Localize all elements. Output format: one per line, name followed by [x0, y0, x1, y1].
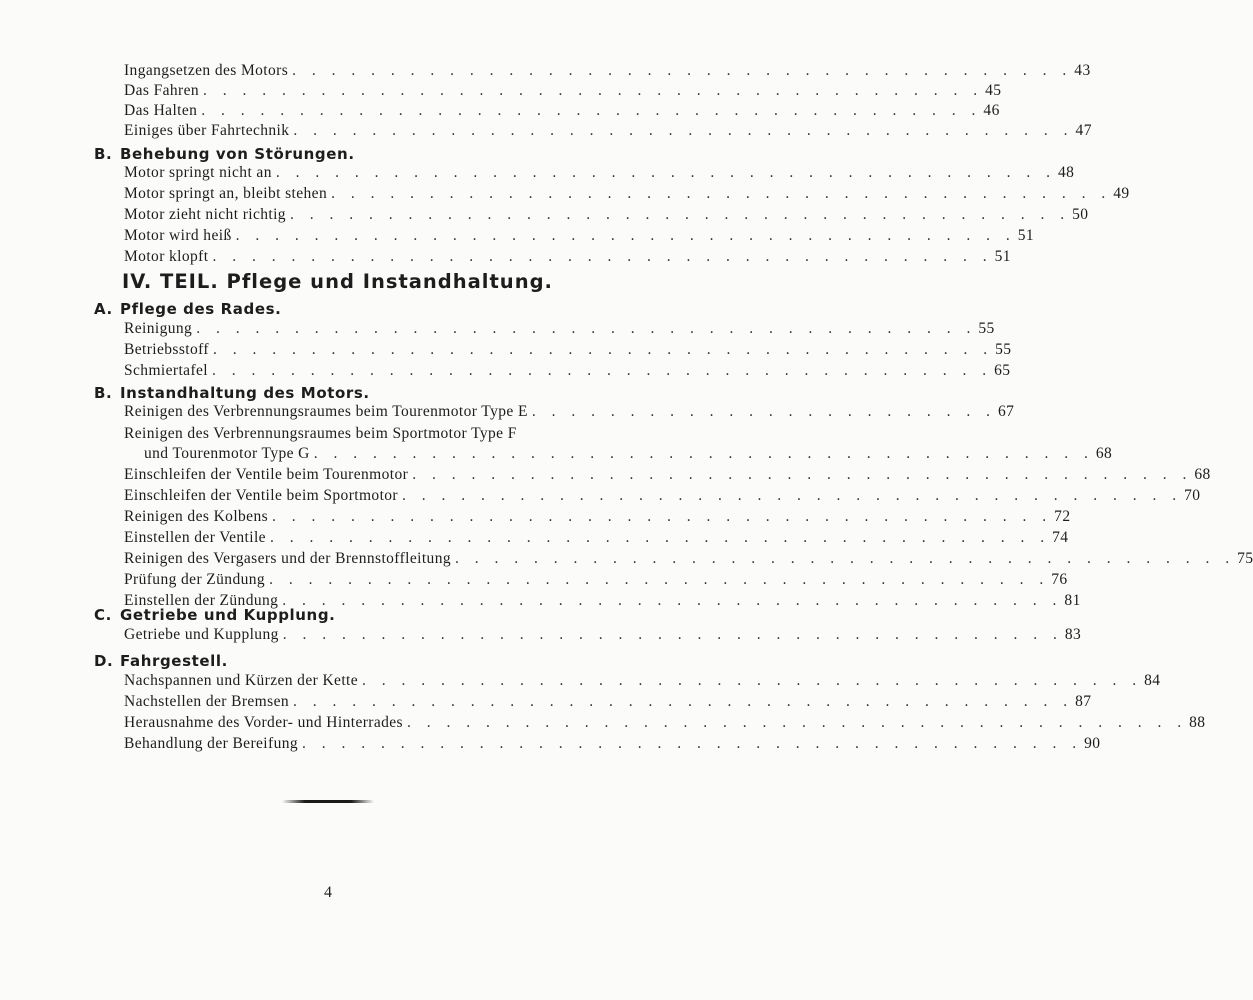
toc-entry-page: 55 — [978, 320, 995, 337]
toc-entry-page: 45 — [985, 82, 1002, 99]
section-title: Behebung von Störungen. — [120, 145, 355, 163]
toc-entry — [124, 82, 1002, 102]
toc-entry-page: 65 — [994, 362, 1011, 379]
toc-entry-text: Motor wird heiß — [124, 227, 232, 244]
toc-entry-text: Das Fahren — [124, 82, 200, 99]
leader-dots: . . . . . . . . . . . . . . . . . . . . . . . . . . . . . . . . . . . . . . . . — [289, 206, 1071, 223]
toc-entry — [124, 227, 1035, 247]
toc-entry-page: 81 — [1064, 592, 1081, 609]
toc-entry-page: 67 — [997, 403, 1015, 420]
toc-entry-page: 87 — [1075, 693, 1092, 710]
section-letter: B. — [94, 384, 113, 402]
toc-entry-page: 68 — [1095, 445, 1113, 462]
leader-dots: . . . . . . . . . . . . . . . . . . . . . . . . . . . . . . . . . . . . . . . . — [213, 341, 994, 358]
toc-entry — [124, 248, 1011, 268]
leader-dots: . . . . . . . . . . . . . . . . . . . . . . . . . . . . . . . . . . . . . . . . — [196, 320, 977, 337]
leader-dots: . . . . . . . . . . . . . . . . . . . . . . . . — [531, 403, 996, 420]
toc-entry-text: Einschleifen der Ventile beim Sportmotor — [124, 487, 398, 504]
toc-entry-page: 48 — [1057, 164, 1075, 181]
leader-dots: . . . . . . . . . . . . . . . . . . . . . . . . . . . . . . . . . . . . . . . . — [293, 693, 1074, 710]
section-heading — [94, 606, 335, 628]
toc-entry — [124, 403, 1015, 423]
toc-entry — [124, 102, 1000, 122]
toc-entry-page: 51 — [1017, 227, 1035, 244]
toc-entry — [124, 122, 1092, 142]
toc-entry-page: 55 — [995, 341, 1012, 358]
toc-entry — [124, 672, 1161, 692]
leader-dots: . . . . . . . . . . . . . . . . . . . . . . . . . . . . . . . . . . . . . . . . — [272, 508, 1053, 525]
decorative-rule — [282, 800, 374, 803]
section-title: Pflege des Rades. — [120, 300, 282, 318]
toc-entry-text: Reinigen des Verbrennungsraumes beim Sportmotor Type F — [124, 425, 517, 442]
section-letter: B. — [94, 145, 113, 163]
toc-entry-text: Das Halten — [124, 102, 198, 119]
toc-entry-text: Behandlung der Bereifung — [124, 735, 299, 752]
toc-entry-page: 84 — [1144, 672, 1161, 689]
toc-entry-text: Motor zieht nicht richtig — [124, 206, 286, 223]
leader-dots: . . . . . . . . . . . . . . . . . . . . . . . . . . . . . . . . . . . . . . . . — [203, 82, 984, 99]
leader-dots: . . . . . . . . . . . . . . . . . . . . . . . . . . . . . . . . . . . . . . . . — [201, 102, 982, 119]
toc-entry-text: Prüfung der Zündung — [124, 571, 266, 588]
leader-dots: . . . . . . . . . . . . . . . . . . . . . . . . . . . . . . . . . . . . . . . . — [455, 550, 1236, 567]
toc-entry — [124, 206, 1089, 226]
toc-entry — [124, 164, 1075, 184]
toc-entry-page: 70 — [1184, 487, 1201, 504]
toc-entry — [124, 466, 1211, 486]
toc-entry-text: Herausnahme des Vorder- und Hinterrades — [124, 714, 403, 731]
leader-dots: . . . . . . . . . . . . . . . . . . . . . . . . . . . . . . . . . . . . . . . . — [212, 362, 993, 379]
leader-dots: . . . . . . . . . . . . . . . . . . . . . . . . . . . . . . . . . . . . . . . . — [293, 122, 1074, 139]
section-heading — [94, 652, 228, 674]
toc-entry — [124, 529, 1069, 549]
toc-entry-page: 47 — [1075, 122, 1092, 139]
leader-dots: . . . . . . . . . . . . . . . . . . . . . . . . . . . . . . . . . . . . . . . . — [269, 529, 1051, 546]
leader-dots: . . . . . . . . . . . . . . . . . . . . . . . . . . . . . . . . . . . . . . . . — [313, 445, 1094, 462]
toc-entry — [124, 735, 1101, 755]
section-heading — [94, 300, 281, 322]
toc-entry-page: 74 — [1052, 529, 1069, 546]
toc-entry-text: Reinigung — [124, 320, 193, 337]
toc-entry-page: 68 — [1194, 466, 1211, 483]
toc-entry-page: 50 — [1072, 206, 1089, 223]
leader-dots: . . . . . . . . . . . . . . . . . . . . . . . . . . . . . . . . . . . . . . . . — [275, 164, 1056, 181]
toc-entry-text: Getriebe und Kupplung — [124, 626, 279, 643]
leader-dots: . . . . . . . . . . . . . . . . . . . . . . . . . . . . . . . . . . . . . . . . — [235, 227, 1016, 244]
toc-entry — [124, 425, 570, 445]
toc-entry-text: und Tourenmotor Type G — [144, 445, 310, 462]
toc-entry — [124, 320, 995, 340]
section-letter: C. — [94, 606, 112, 624]
leader-dots: . . . . . . . . . . . . . . . . . . . . . . . . . . . . . . . . . . . . . . . . — [292, 62, 1073, 79]
leader-dots: . . . . . . . . . . . . . . . . . . . . . . . . . . . . . . . . . . . . . . . . — [407, 714, 1188, 731]
toc-entry-text: Reinigen des Vergasers und der Brennstoffleitung — [124, 550, 451, 567]
leader-dots: . . . . . . . . . . . . . . . . . . . . . . . . . . . . . . . . . . . . . . . . — [412, 466, 1193, 483]
toc-entry-page: 75 — [1237, 550, 1253, 567]
toc-entry-text: Nachspannen und Kürzen der Kette — [124, 672, 359, 689]
section-letter: A. — [94, 300, 113, 318]
toc-entry-text: Reinigen des Verbrennungsraumes beim Tourenmotor Type E — [124, 403, 528, 420]
toc-entry — [124, 550, 1253, 570]
section-title: Fahrgestell. — [120, 652, 228, 670]
toc-entry — [124, 508, 1071, 528]
toc-entry — [124, 693, 1092, 713]
toc-entry-text: Einstellen der Zündung — [124, 592, 279, 609]
section-title: Getriebe und Kupplung. — [120, 606, 336, 624]
toc-entry — [124, 487, 1201, 507]
toc-entry-text: Motor springt an, bleibt stehen — [124, 185, 328, 202]
toc-entry — [124, 341, 1012, 361]
toc-entry — [124, 185, 1130, 205]
toc-entry-page: 46 — [983, 102, 1000, 119]
toc-entry — [124, 714, 1206, 734]
toc-entry-page: 43 — [1074, 62, 1091, 79]
section-title: Instandhaltung des Motors. — [120, 384, 370, 402]
toc-entry-text: Nachstellen der Bremsen — [124, 693, 290, 710]
toc-entry — [144, 445, 1113, 465]
toc-entry — [124, 571, 1068, 591]
toc-entry-text: Einschleifen der Ventile beim Tourenmotor — [124, 466, 409, 483]
toc-entry-text: Reinigen des Kolbens — [124, 508, 269, 525]
toc-entry-text: Einiges über Fahrtechnik — [124, 122, 290, 139]
leader-dots: . . . . . . . . . . . . . . . . . . . . . . . . . . . . . . . . . . . . . . . . — [402, 487, 1183, 504]
toc-entry-page: 83 — [1064, 626, 1082, 643]
part-title: IV. TEIL. Pflege und Instandhaltung. — [122, 270, 553, 293]
leader-dots: . . . . . . . . . . . . . . . . . . . . . . . . . . . . . . . . . . . . . . . . — [212, 248, 993, 265]
toc-entry-page: 88 — [1189, 714, 1206, 731]
leader-dots: . . . . . . . . . . . . . . . . . . . . . . . . . . . . . . . . . . . . . . . . — [362, 672, 1143, 689]
toc-entry-page: 90 — [1084, 735, 1101, 752]
page-number: 4 — [324, 884, 332, 901]
toc-entry-text: Motor klopft — [124, 248, 209, 265]
toc-entry — [124, 362, 1011, 382]
toc-entry-text: Einstellen der Ventile — [124, 529, 266, 546]
leader-dots: . . . . . . . . . . . . . . . . . . . . . . . . . . . . . . . . . . . . . . . . — [282, 626, 1063, 643]
toc-entry-page: 51 — [994, 248, 1011, 265]
section-letter: D. — [94, 652, 114, 670]
toc-entry-page: 49 — [1113, 185, 1130, 202]
toc-entry — [124, 626, 1082, 646]
toc-entry — [124, 62, 1091, 82]
leader-dots: . . . . . . . . . . . . . . . . . . . . . . . . . . . . . . . . . . . . . . . . — [269, 571, 1050, 588]
toc-entry-text: Ingangsetzen des Motors — [124, 62, 289, 79]
toc-entry-page: 76 — [1051, 571, 1068, 588]
toc-entry-text: Betriebsstoff — [124, 341, 209, 358]
toc-entry-text: Schmiertafel — [124, 362, 208, 379]
leader-dots: . . . . . . . . . . . . . . . . . . . . . . . . . . . . . . . . . . . . . . . . — [282, 592, 1063, 609]
toc-entry-text: Motor springt nicht an — [124, 164, 272, 181]
leader-dots: . . . . . . . . . . . . . . . . . . . . . . . . . . . . . . . . . . . . . . . . — [331, 185, 1112, 202]
leader-dots: . . . . . . . . . . . . . . . . . . . . . . . . . . . . . . . . . . . . . . . . — [302, 735, 1083, 752]
toc-entry-page: 72 — [1054, 508, 1071, 525]
